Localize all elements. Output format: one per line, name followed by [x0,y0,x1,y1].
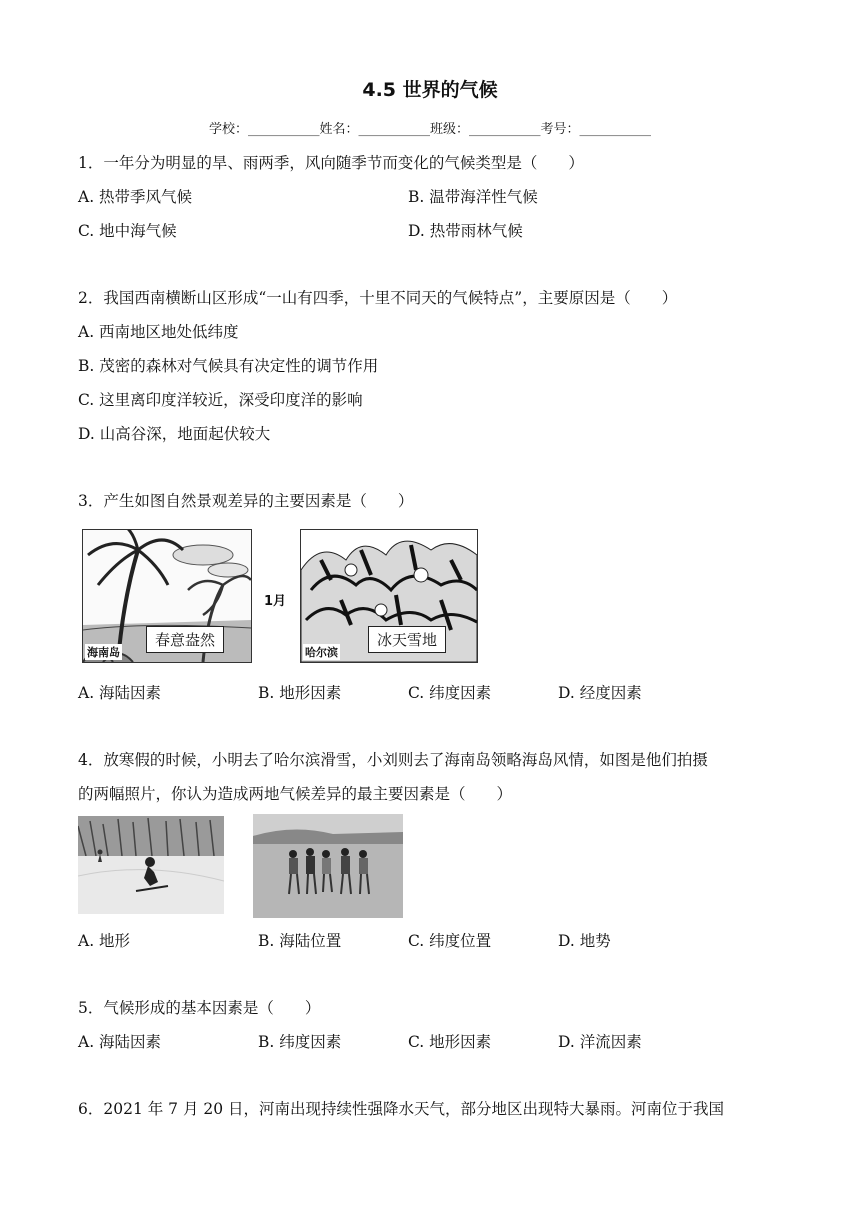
question-5-option-b: B. 纬度因素 [258,1033,342,1051]
question-3-option-c: C. 纬度因素 [408,684,492,702]
question-3-option-d: D. 经度因素 [558,684,642,702]
skiing-photo [78,816,224,914]
question-3-option-a: A. 海陆因素 [78,684,162,702]
question-1-stem: 1．一年分为明显的旱、雨两季，风向随季节而变化的气候类型是（ ） [78,154,584,172]
question-2-option-d: D. 山高谷深，地面起伏较大 [78,425,271,443]
question-6-stem: 6．2021 年 7 月 20 日，河南出现持续性强降水天气，部分地区出现特大暴雨。河南位于我国 [78,1100,725,1118]
question-3-option-b: B. 地形因素 [258,684,342,702]
question-4-stem-line-1: 4．放寒假的时候，小明去了哈尔滨滑雪，小刘则去了海南岛领略海岛风情，如图是他们拍摄 [78,751,708,769]
hainan-caption: 春意盎然 [146,626,224,653]
month-label: 1月 [264,594,287,609]
question-1-option-b: B. 温带海洋性气候 [408,188,538,206]
question-4-option-b: B. 海陆位置 [258,932,342,950]
question-5-stem: 5．气候形成的基本因素是（ ） [78,999,321,1017]
question-2-option-c: C. 这里离印度洋较近，深受印度洋的影响 [78,391,363,409]
question-2-option-b: B. 茂密的森林对气候具有决定性的调节作用 [78,357,379,375]
question-5-option-d: D. 洋流因素 [558,1033,642,1051]
question-2-stem: 2．我国西南横断山区形成“一山有四季，十里不同天的气候特点”，主要原因是（ ） [78,289,678,307]
question-1-option-c: C. 地中海气候 [78,222,177,240]
harbin-caption: 冰天雪地 [368,626,446,653]
student-info-line: 学校：___________姓名：___________班级：___________考号：___________ [208,122,651,137]
harbin-place-label: 哈尔滨 [305,646,338,659]
question-3-stem: 3．产生如图自然景观差异的主要因素是（ ） [78,492,414,510]
question-1-option-a: A. 热带季风气候 [78,188,193,206]
page-title: 4.5 世界的气候 [362,79,498,101]
question-4-option-c: C. 纬度位置 [408,932,492,950]
harbin-landscape-image [300,529,478,663]
skiing-photo-illustration [78,816,224,914]
question-5-option-a: A. 海陆因素 [78,1033,162,1051]
question-5-option-c: C. 地形因素 [408,1033,492,1051]
question-4-stem-line-2: 的两幅照片，你认为造成两地气候差异的最主要因素是（ ） [78,785,513,803]
question-2-option-a: A. 西南地区地处低纬度 [78,323,239,341]
hainan-place-label: 海南岛 [87,646,120,659]
question-1-option-d: D. 热带雨林气候 [408,222,523,240]
beach-photo-illustration [253,814,403,918]
question-4-option-a: A. 地形 [78,932,131,950]
hainan-landscape-image [82,529,252,663]
beach-photo [253,814,403,918]
question-4-option-d: D. 地势 [558,932,611,950]
